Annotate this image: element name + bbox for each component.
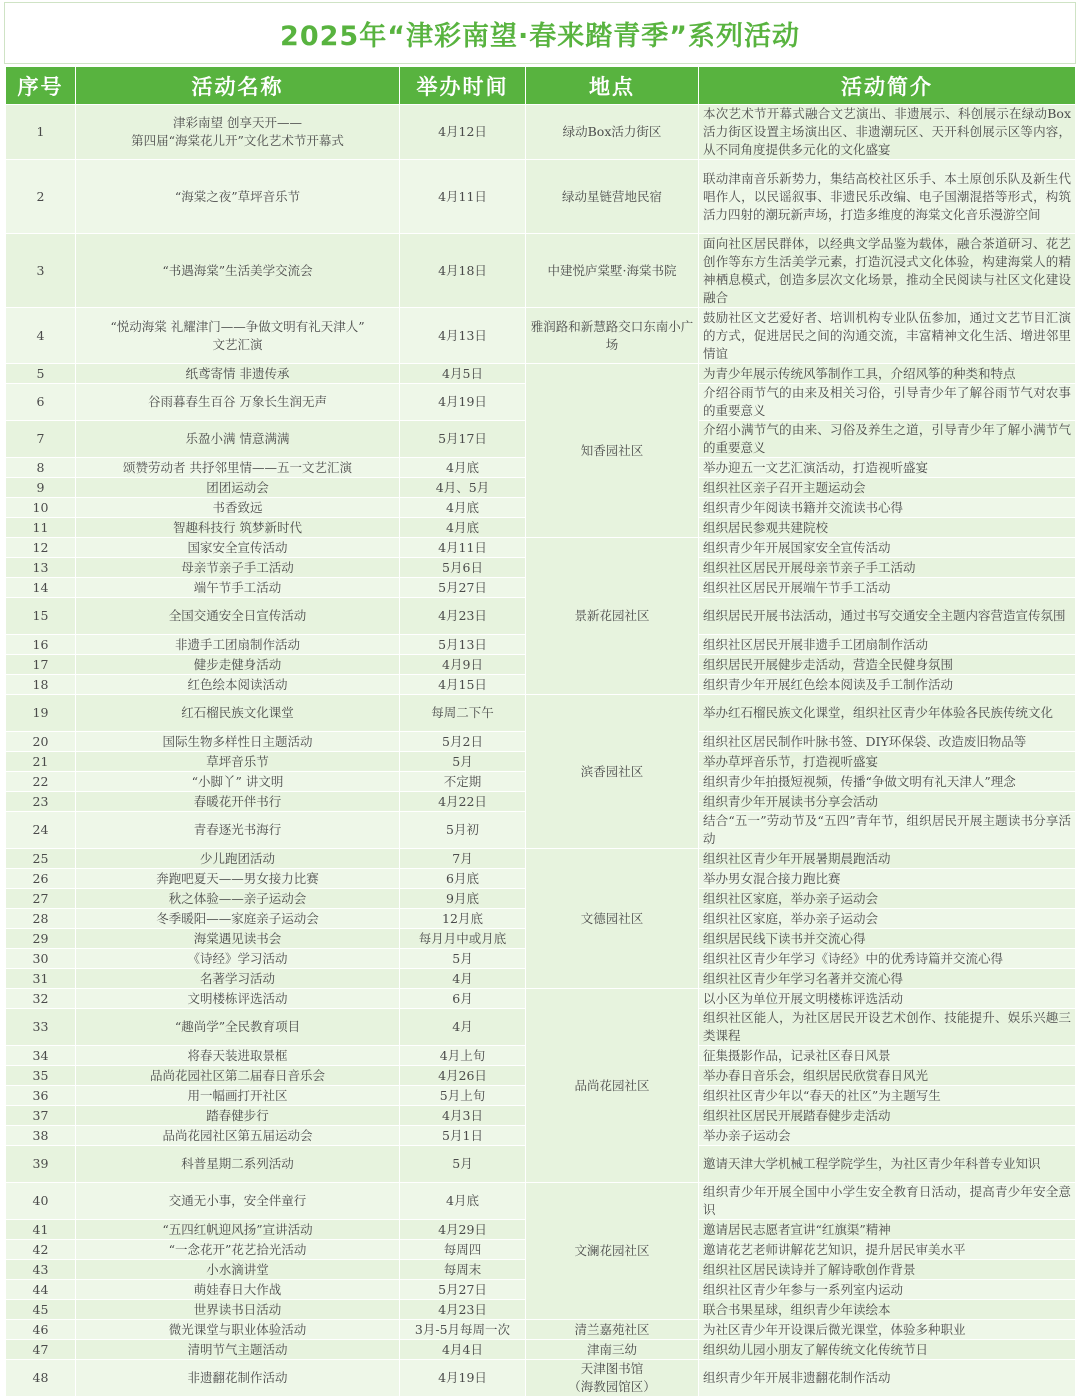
activity-place: 景新花园社区 [526, 538, 699, 695]
activity-name: 红石榴民族文化课堂 [76, 695, 400, 732]
table-header-row [6, 67, 1076, 105]
activity-time: 4月26日 [400, 1066, 526, 1086]
activity-description: 组织青少年开展非遗翻花制作活动 [699, 1360, 1076, 1397]
row-number: 48 [6, 1360, 76, 1397]
activity-name: 《诗经》学习活动 [76, 949, 400, 969]
activity-time: 每周二下午 [400, 695, 526, 732]
activity-table [5, 66, 1076, 1397]
activity-name: 品尚花园社区第五届运动会 [76, 1126, 400, 1146]
activity-place: 天津图书馆 （海教园馆区） [526, 1360, 699, 1397]
row-number: 1 [6, 105, 76, 160]
activity-time: 4月23日 [400, 1300, 526, 1320]
activity-name: 世界读书日活动 [76, 1300, 400, 1320]
row-number: 30 [6, 949, 76, 969]
activity-time: 4月、5月 [400, 478, 526, 498]
activity-name: 纸鸢寄情 非遗传承 [76, 364, 400, 384]
activity-time: 4月底 [400, 518, 526, 538]
row-number: 6 [6, 384, 76, 421]
row-number: 31 [6, 969, 76, 989]
row-number: 43 [6, 1260, 76, 1280]
table-row [6, 1340, 1076, 1360]
table-row [6, 1320, 1076, 1340]
table-body [6, 105, 1076, 1397]
activity-name: 母亲节亲子手工活动 [76, 558, 400, 578]
table-row [6, 1360, 1076, 1397]
activity-name: 名著学习活动 [76, 969, 400, 989]
activity-description: 组织社区居民开展非遗手工团扇制作活动 [699, 635, 1076, 655]
activity-name: “书遇海棠”生活美学交流会 [76, 234, 400, 308]
activity-name: 春暖花开伴书行 [76, 792, 400, 812]
activity-description: 征集摄影作品，记录社区春日风景 [699, 1046, 1076, 1066]
row-number: 12 [6, 538, 76, 558]
activity-name: 交通无小事，安全伴童行 [76, 1183, 400, 1220]
activity-time: 5月1日 [400, 1126, 526, 1146]
activity-time: 9月底 [400, 889, 526, 909]
row-number: 47 [6, 1340, 76, 1360]
table-row [6, 364, 1076, 384]
activity-name: 全国交通安全日宣传活动 [76, 598, 400, 635]
activity-time: 3月-5月每周一次 [400, 1320, 526, 1340]
activity-place: 绿动Box活力街区 [526, 105, 699, 160]
activity-description: 组织青少年开展红色绘本阅读及手工制作活动 [699, 675, 1076, 695]
row-number: 42 [6, 1240, 76, 1260]
activity-description: 邀请花艺老师讲解花艺知识，提升居民审美水平 [699, 1240, 1076, 1260]
row-number: 8 [6, 458, 76, 478]
activity-description: 组织青少年阅读书籍并交流读书心得 [699, 498, 1076, 518]
row-number: 16 [6, 635, 76, 655]
activity-time: 5月 [400, 752, 526, 772]
row-number: 11 [6, 518, 76, 538]
row-number: 29 [6, 929, 76, 949]
activity-description: 联合书果星球，组织青少年读绘本 [699, 1300, 1076, 1320]
activity-name: 少儿跑团活动 [76, 849, 400, 869]
row-number: 37 [6, 1106, 76, 1126]
row-number: 25 [6, 849, 76, 869]
activity-description: 组织社区家庭，举办亲子运动会 [699, 909, 1076, 929]
activity-name: 红色绘本阅读活动 [76, 675, 400, 695]
activity-description: 面向社区居民群体，以经典文学品鉴为载体，融合茶道研习、花艺创作等东方生活美学元素，打造沉浸式文化体验，构建海棠人的精神栖息模式，创造多层次文化场景，推动全民阅读与社区文化建设融合 [699, 234, 1076, 308]
activity-description: 邀请天津大学机械工程学院学生，为社区青少年科普专业知识 [699, 1146, 1076, 1183]
row-number: 46 [6, 1320, 76, 1340]
row-number: 24 [6, 812, 76, 849]
activity-description: 举办春日音乐会，组织居民欣赏春日风光 [699, 1066, 1076, 1086]
page-title: 2025年“津彩南望·春来踏青季”系列活动 [4, 2, 1076, 64]
activity-time: 12月底 [400, 909, 526, 929]
activity-time: 4月 [400, 969, 526, 989]
activity-description: 组织居民开展健步走活动，营造全民健身氛围 [699, 655, 1076, 675]
row-number: 38 [6, 1126, 76, 1146]
table-row [6, 160, 1076, 234]
activity-name: “悦动海棠 礼耀津门——争做文明有礼天津人” 文艺汇演 [76, 308, 400, 364]
activity-description: 组织青少年开展国家安全宣传活动 [699, 538, 1076, 558]
activity-time: 4月29日 [400, 1220, 526, 1240]
table-row [6, 105, 1076, 160]
header-no: 序号 [6, 67, 76, 105]
activity-time: 5月6日 [400, 558, 526, 578]
activity-name: 品尚花园社区第二届春日音乐会 [76, 1066, 400, 1086]
row-number: 40 [6, 1183, 76, 1220]
activity-name: 海棠遇见读书会 [76, 929, 400, 949]
row-number: 33 [6, 1009, 76, 1046]
table-row [6, 1183, 1076, 1220]
activity-time: 7月 [400, 849, 526, 869]
row-number: 2 [6, 160, 76, 234]
activity-description: 组织青少年开展读书分享会活动 [699, 792, 1076, 812]
activity-description: 组织社区居民制作叶脉书签、DIY环保袋、改造废旧物品等 [699, 732, 1076, 752]
activity-name: 智趣科技行 筑梦新时代 [76, 518, 400, 538]
activity-place: 知香园社区 [526, 364, 699, 538]
activity-description: 组织青少年开展全国中小学生安全教育日活动，提高青少年安全意识 [699, 1183, 1076, 1220]
activity-description: 举办草坪音乐节，打造视听盛宴 [699, 752, 1076, 772]
activity-time: 4月22日 [400, 792, 526, 812]
activity-description: 介绍小满节气的由来、习俗及养生之道，引导青少年了解小满节气的重要意义 [699, 421, 1076, 458]
header-time: 举办时间 [400, 67, 526, 105]
activity-time: 6月 [400, 989, 526, 1009]
activity-time: 4月底 [400, 458, 526, 478]
activity-description: 组织居民参观共建院校 [699, 518, 1076, 538]
activity-description: 组织社区青少年学习名著并交流心得 [699, 969, 1076, 989]
table-row [6, 538, 1076, 558]
header-desc: 活动简介 [699, 67, 1076, 105]
row-number: 26 [6, 869, 76, 889]
activity-description: 组织居民线下读书并交流心得 [699, 929, 1076, 949]
row-number: 35 [6, 1066, 76, 1086]
activity-name: 乐盈小满 情意满满 [76, 421, 400, 458]
row-number: 34 [6, 1046, 76, 1066]
activity-time: 4月11日 [400, 160, 526, 234]
activity-name: “一念花开”花艺拾光活动 [76, 1240, 400, 1260]
activity-time: 4月 [400, 1009, 526, 1046]
activity-place: 中建悦庐棠墅·海棠书院 [526, 234, 699, 308]
activity-time: 4月18日 [400, 234, 526, 308]
activity-name: 萌娃春日大作战 [76, 1280, 400, 1300]
activity-time: 4月19日 [400, 1360, 526, 1397]
activity-name: 秋之体验——亲子运动会 [76, 889, 400, 909]
table-row [6, 308, 1076, 364]
row-number: 5 [6, 364, 76, 384]
activity-description: 为社区青少年开设课后微光课堂，体验多种职业 [699, 1320, 1076, 1340]
activity-description: 组织社区居民开展母亲节亲子手工活动 [699, 558, 1076, 578]
row-number: 32 [6, 989, 76, 1009]
header-place: 地点 [526, 67, 699, 105]
activity-time: 5月上旬 [400, 1086, 526, 1106]
activity-description: 组织居民开展书法活动，通过书写交通安全主题内容营造宣传氛围 [699, 598, 1076, 635]
row-number: 17 [6, 655, 76, 675]
table-row [6, 695, 1076, 732]
row-number: 36 [6, 1086, 76, 1106]
activity-place: 滨香园社区 [526, 695, 699, 849]
activity-description: 组织社区青少年学习《诗经》中的优秀诗篇并交流心得 [699, 949, 1076, 969]
row-number: 21 [6, 752, 76, 772]
activity-time: 4月13日 [400, 308, 526, 364]
activity-time: 4月5日 [400, 364, 526, 384]
table-row [6, 234, 1076, 308]
activity-time: 4月11日 [400, 538, 526, 558]
activity-time: 不定期 [400, 772, 526, 792]
row-number: 18 [6, 675, 76, 695]
activity-place: 津南三幼 [526, 1340, 699, 1360]
activity-description: 组织社区能人，为社区居民开设艺术创作、技能提升、娱乐兴趣三类课程 [699, 1009, 1076, 1046]
activity-place: 品尚花园社区 [526, 989, 699, 1183]
row-number: 23 [6, 792, 76, 812]
activity-description: 本次艺术节开幕式融合文艺演出、非遗展示、科创展示在绿动Box活力街区设置主场演出区、非遗潮玩区、天开科创展示区等内容，从不同角度提供多元化的文化盛宴 [699, 105, 1076, 160]
activity-name: “小脚丫” 讲文明 [76, 772, 400, 792]
activity-name: “五四红帆迎风扬”宣讲活动 [76, 1220, 400, 1240]
activity-description: 组织社区家庭，举办亲子运动会 [699, 889, 1076, 909]
activity-place: 文德园社区 [526, 849, 699, 989]
activity-name: 国际生物多样性日主题活动 [76, 732, 400, 752]
activity-time: 5月27日 [400, 1280, 526, 1300]
table-row [6, 849, 1076, 869]
activity-description: 举办红石榴民族文化课堂，组织社区青少年体验各民族传统文化 [699, 695, 1076, 732]
activity-name: 小水滴讲堂 [76, 1260, 400, 1280]
row-number: 9 [6, 478, 76, 498]
row-number: 13 [6, 558, 76, 578]
activity-description: 举办亲子运动会 [699, 1126, 1076, 1146]
activity-description: 联动津南音乐新势力，集结高校社区乐手、本土原创乐队及新生代唱作人，以民谣叙事、非遗民乐改编、电子国潮混搭等形式，构筑活力四射的潮玩新声场，打造多维度的海棠文化音乐漫游空间 [699, 160, 1076, 234]
row-number: 39 [6, 1146, 76, 1183]
activity-time: 4月上旬 [400, 1046, 526, 1066]
activity-description: 结合“五一”劳动节及“五四”青年节，组织居民开展主题读书分享活动 [699, 812, 1076, 849]
activity-description: 组织社区居民开展端午节手工活动 [699, 578, 1076, 598]
activity-name: 科普星期二系列活动 [76, 1146, 400, 1183]
activity-time: 5月2日 [400, 732, 526, 752]
activity-time: 4月底 [400, 1183, 526, 1220]
activity-name: 非遗翻花制作活动 [76, 1360, 400, 1397]
activity-name: 文明楼栋评选活动 [76, 989, 400, 1009]
row-number: 15 [6, 598, 76, 635]
activity-name: 津彩南望 创享天开—— 第四届“海棠花儿开”文化艺术节开幕式 [76, 105, 400, 160]
activity-time: 每周四 [400, 1240, 526, 1260]
activity-name: 国家安全宣传活动 [76, 538, 400, 558]
activity-time: 每月月中或月底 [400, 929, 526, 949]
activity-description: 组织社区青少年开展暑期晨跑活动 [699, 849, 1076, 869]
activity-time: 5月17日 [400, 421, 526, 458]
activity-place: 清兰嘉苑社区 [526, 1320, 699, 1340]
activity-name: 颂赞劳动者 共抒邻里情——五一文艺汇演 [76, 458, 400, 478]
activity-name: 踏春健步行 [76, 1106, 400, 1126]
activity-name: 用一幅画打开社区 [76, 1086, 400, 1106]
activity-time: 4月底 [400, 498, 526, 518]
activity-time: 4月12日 [400, 105, 526, 160]
row-number: 4 [6, 308, 76, 364]
activity-description: 组织社区居民开展踏春健步走活动 [699, 1106, 1076, 1126]
table-row [6, 989, 1076, 1009]
activity-name: 青春逐光书海行 [76, 812, 400, 849]
activity-description: 以小区为单位开展文明楼栋评选活动 [699, 989, 1076, 1009]
row-number: 20 [6, 732, 76, 752]
activity-description: 组织社区居民读诗并了解诗歌创作背景 [699, 1260, 1076, 1280]
activity-name: 奔跑吧夏天——男女接力比赛 [76, 869, 400, 889]
activity-name: 团团运动会 [76, 478, 400, 498]
activity-name: 微光课堂与职业体验活动 [76, 1320, 400, 1340]
activity-name: “海棠之夜”草坪音乐节 [76, 160, 400, 234]
row-number: 27 [6, 889, 76, 909]
activity-description: 鼓励社区文艺爱好者、培训机构专业队伍参加，通过文艺节目汇演的方式，促进居民之间的沟通交流，丰富精神文化生活、增进邻里情谊 [699, 308, 1076, 364]
row-number: 45 [6, 1300, 76, 1320]
activity-description: 介绍谷雨节气的由来及相关习俗，引导青少年了解谷雨节气对农事的重要意义 [699, 384, 1076, 421]
activity-description: 组织社区青少年参与一系列室内运动 [699, 1280, 1076, 1300]
row-number: 41 [6, 1220, 76, 1240]
activity-name: 书香致远 [76, 498, 400, 518]
activity-description: 为青少年展示传统风筝制作工具，介绍风筝的种类和特点 [699, 364, 1076, 384]
activity-description: 举办迎五一文艺汇演活动，打造视听盛宴 [699, 458, 1076, 478]
row-number: 44 [6, 1280, 76, 1300]
activity-name: 谷雨暮春生百谷 万象长生润无声 [76, 384, 400, 421]
activity-time: 5月 [400, 1146, 526, 1183]
activity-name: 将春天装进取景框 [76, 1046, 400, 1066]
activity-time: 4月9日 [400, 655, 526, 675]
activity-time: 5月13日 [400, 635, 526, 655]
activity-description: 组织社区青少年以“春天的社区”为主题写生 [699, 1086, 1076, 1106]
activity-time: 6月底 [400, 869, 526, 889]
activity-time: 5月初 [400, 812, 526, 849]
activity-name: “趣尚学”全民教育项目 [76, 1009, 400, 1046]
row-number: 28 [6, 909, 76, 929]
activity-description: 组织幼儿园小朋友了解传统文化传统节日 [699, 1340, 1076, 1360]
activity-place: 绿动星链营地民宿 [526, 160, 699, 234]
activity-name: 清明节气主题活动 [76, 1340, 400, 1360]
row-number: 14 [6, 578, 76, 598]
activity-place: 文澜花园社区 [526, 1183, 699, 1320]
activity-name: 冬季暖阳——家庭亲子运动会 [76, 909, 400, 929]
header-name: 活动名称 [76, 67, 400, 105]
activity-name: 非遗手工团扇制作活动 [76, 635, 400, 655]
row-number: 3 [6, 234, 76, 308]
row-number: 7 [6, 421, 76, 458]
activity-name: 草坪音乐节 [76, 752, 400, 772]
activity-place: 雅润路和新慧路交口东南小广场 [526, 308, 699, 364]
row-number: 19 [6, 695, 76, 732]
activity-time: 每周末 [400, 1260, 526, 1280]
activity-description: 举办男女混合接力跑比赛 [699, 869, 1076, 889]
activity-description: 组织青少年拍摄短视频，传播“争做文明有礼天津人”理念 [699, 772, 1076, 792]
activity-time: 4月4日 [400, 1340, 526, 1360]
page [0, 2, 1080, 1398]
activity-time: 5月 [400, 949, 526, 969]
activity-time: 4月19日 [400, 384, 526, 421]
activity-name: 健步走健身活动 [76, 655, 400, 675]
activity-description: 邀请居民志愿者宣讲“红旗渠”精神 [699, 1220, 1076, 1240]
activity-time: 4月23日 [400, 598, 526, 635]
activity-time: 4月3日 [400, 1106, 526, 1126]
row-number: 22 [6, 772, 76, 792]
activity-name: 端午节手工活动 [76, 578, 400, 598]
activity-time: 5月27日 [400, 578, 526, 598]
activity-description: 组织社区亲子召开主题运动会 [699, 478, 1076, 498]
row-number: 10 [6, 498, 76, 518]
activity-time: 4月15日 [400, 675, 526, 695]
